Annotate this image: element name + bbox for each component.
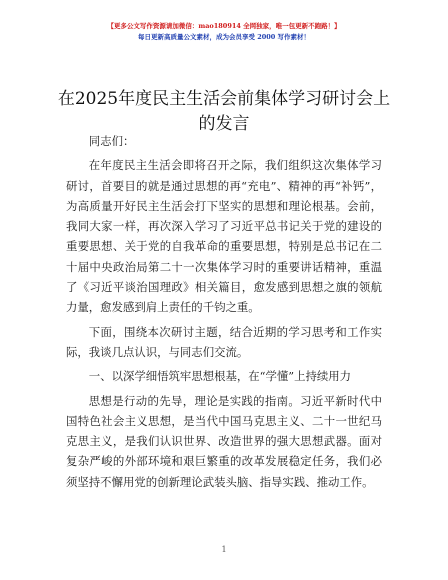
salutation: 同志们： (88, 134, 135, 148)
promo-banner-line-2: 每日更新高质量公文素材，成为会员享受 2000 写作素材！ (137, 33, 311, 41)
section-heading-1: 一、以深学细悟筑牢思想根基，在“学懂”上持续用力 (88, 369, 352, 384)
document-title: 在2025年度民主生活会前集体学习研讨会上的发言 (57, 89, 391, 134)
paragraph-1: 在年度民主生活会即将召开之际，我们组织这次集体学习研讨，首要目的就是通过思想的再“充电”、精神的再“补钙”，为高质量开好民主生活会打下坚实的思想和理论根基。会前，我同大家一样，再次深入学习了习近平总书记关于党的建设的重要思想、关于党的自我革命的重要思想，特别是总书记在二十届中央政治局第二十一次集体学习时的重要讲话精神，重温了《习近平谈治国理政》相关篇目，愈发感到思想之旗的领航力量，愈发感到肩上责任的千钧之重。 (66, 158, 382, 315)
document-body (66, 131, 382, 496)
paragraph-3: 思想是行动的先导，理论是实践的指南。习近平新时代中国特色社会主义思想，是当代中国马克思主义、二十一世纪马克思主义，是我们认识世界、改造世界的强大思想武器。面对复杂严峻的外部环境和艰巨繁重的改革发展稳定任务，我们必须坚持不懈用党的创新理论武装头脑、指导实践、推动工作。 (66, 393, 382, 489)
promo-banner-line-1: 【更多公文写作资源请加微信：mao180914 全网独家，唯一包更新不跑路！】 (107, 22, 341, 30)
paragraph-2: 下面，围绕本次研讨主题，结合近期的学习思考和工作实际，我谈几点认识，与同志们交流。 (66, 324, 382, 359)
page-number: 1 (221, 545, 227, 554)
